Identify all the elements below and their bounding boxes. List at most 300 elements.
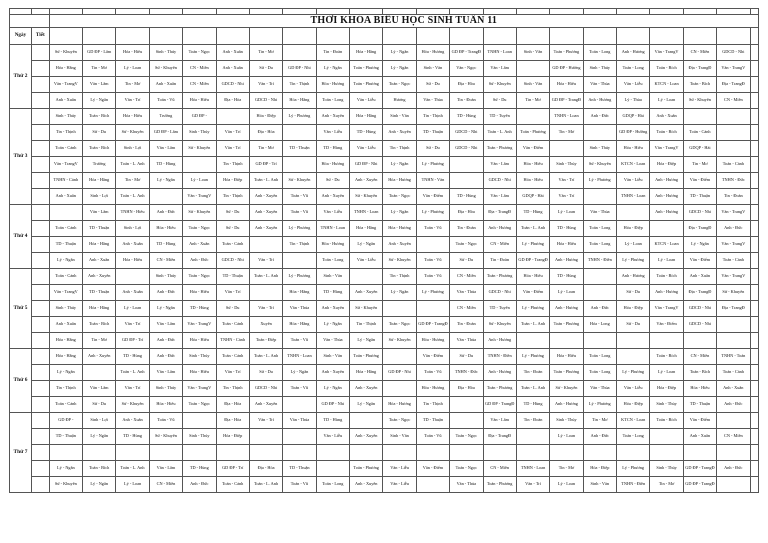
lesson-cell: Lý - Ngân <box>383 45 416 61</box>
lesson-cell: Sử - Du <box>316 173 349 189</box>
lesson-cell: Toán - Vũ <box>416 429 449 445</box>
lesson-cell: Địa - TrangĐ <box>483 429 516 445</box>
lesson-cell <box>750 461 759 477</box>
lesson-cell <box>717 333 750 349</box>
timetable-sheet <box>9 8 759 528</box>
lesson-cell: Tin - Thịnh <box>283 77 316 93</box>
lesson-cell: Văn - TrangV <box>717 269 750 285</box>
lesson-cell: Toán - Long <box>583 237 616 253</box>
lesson-cell <box>750 413 759 429</box>
lesson-cell: Toán - Ngọc <box>183 221 216 237</box>
table-row <box>10 93 759 109</box>
lesson-cell: Tin - Thịnh <box>49 381 82 397</box>
lesson-cell <box>750 365 759 381</box>
lesson-cell: TNHN - Đức <box>717 173 750 189</box>
table-row <box>10 381 759 397</box>
lesson-cell: Anh - Đức <box>183 253 216 269</box>
lesson-cell: Tin - Mơ <box>249 141 282 157</box>
lesson-cell: Toán - L. Anh <box>249 477 282 493</box>
period-cell <box>31 221 49 237</box>
period-cell <box>31 173 49 189</box>
lesson-cell <box>450 413 483 429</box>
lesson-cell: Toán - Ngọc <box>450 429 483 445</box>
lesson-cell <box>750 205 759 221</box>
lesson-cell: Sinh - Thúy <box>149 269 182 285</box>
lesson-cell <box>350 445 383 461</box>
period-cell <box>31 269 49 285</box>
lesson-cell: Địa - Hòa <box>450 77 483 93</box>
lesson-cell <box>149 189 182 205</box>
lesson-cell: Anh - Xuyên <box>316 109 349 125</box>
lesson-cell: Sinh - Lợi <box>116 221 149 237</box>
header-class-cell <box>350 28 383 45</box>
lesson-cell <box>750 221 759 237</box>
lesson-cell: CN - Miền <box>483 237 516 253</box>
lesson-cell: Toán - Ngọc <box>383 413 416 429</box>
lesson-cell: Anh - Xuân <box>49 317 82 333</box>
lesson-cell: Văn - Điểm <box>416 461 449 477</box>
lesson-cell: Hóa - Điệp <box>583 461 616 477</box>
lesson-cell <box>583 333 616 349</box>
lesson-cell <box>116 445 149 461</box>
lesson-cell: GD ĐP - Hường <box>617 125 650 141</box>
lesson-cell <box>416 477 449 493</box>
lesson-cell: Anh - Xuân <box>49 189 82 205</box>
lesson-cell: Văn - Điểm <box>416 349 449 365</box>
lesson-cell: Toán - Điệp <box>249 333 282 349</box>
lesson-cell: Tin - Thịnh <box>383 141 416 157</box>
lesson-cell <box>316 445 349 461</box>
lesson-cell: Văn - Thủa <box>316 333 349 349</box>
lesson-cell: Văn - Lâm <box>149 141 182 157</box>
lesson-cell: Tin - Mơ <box>249 45 282 61</box>
period-cell <box>31 189 49 205</box>
lesson-cell: Tin - Mơ <box>83 333 116 349</box>
header-class-cell <box>116 28 149 45</box>
period-cell <box>31 141 49 157</box>
lesson-cell: Anh - Đức <box>183 477 216 493</box>
table-row <box>10 269 759 285</box>
lesson-cell: Văn - Lâm <box>483 61 516 77</box>
lesson-cell <box>516 61 549 77</box>
lesson-cell: Lý - Loan <box>617 237 650 253</box>
lesson-cell: GDQP - Hải <box>516 189 549 205</box>
header-class-cell <box>717 28 750 45</box>
lesson-cell: Sử - Khuyên <box>116 125 149 141</box>
header-row <box>10 28 759 45</box>
lesson-cell: Văn - Thủa <box>283 413 316 429</box>
lesson-cell: Hóa - Hương <box>416 333 449 349</box>
lesson-cell: Toán - Cảnh <box>717 157 750 173</box>
sheet-title: THỜI KHÓA BIỂU HỌC SINH TUẦN 11 <box>49 15 758 28</box>
lesson-cell: Sử - Khuyên <box>149 429 182 445</box>
lesson-cell: Địa - Hòa <box>216 413 249 429</box>
table-row <box>10 397 759 413</box>
lesson-cell: TD - Thuận <box>83 285 116 301</box>
lesson-cell: Toán - Phương <box>550 365 583 381</box>
lesson-cell: Anh - Xuyên <box>249 221 282 237</box>
lesson-cell: Văn - TrangV <box>49 285 82 301</box>
lesson-cell: CN - Miền <box>683 45 716 61</box>
lesson-cell: Tin - Thịnh <box>216 189 249 205</box>
lesson-cell: Sinh - Thúy <box>583 61 616 77</box>
lesson-cell: Hóa - Long <box>583 317 616 333</box>
lesson-cell: Văn - TrangV <box>717 61 750 77</box>
lesson-cell: Tin - Thịnh <box>383 269 416 285</box>
lesson-cell: Lý - Ngân <box>316 381 349 397</box>
lesson-cell <box>116 269 149 285</box>
header-period: Tiết <box>31 28 49 45</box>
lesson-cell: Lý - Loan <box>116 301 149 317</box>
lesson-cell: TNHN - Đức <box>450 365 483 381</box>
lesson-cell: Lý - Ngân <box>350 333 383 349</box>
lesson-cell: Toán - Vũ <box>416 221 449 237</box>
lesson-cell <box>283 157 316 173</box>
lesson-cell: TD - Hùng <box>149 157 182 173</box>
lesson-cell: GDCD - Nhi <box>683 301 716 317</box>
lesson-cell: Hóa - Hiếu <box>516 157 549 173</box>
lesson-cell: Toán - L. Anh <box>249 269 282 285</box>
lesson-cell: Anh - Xuyên <box>316 365 349 381</box>
lesson-cell: Anh - Xuân <box>149 77 182 93</box>
lesson-cell: Xuyên <box>249 317 282 333</box>
lesson-cell: Toán - Bích <box>683 77 716 93</box>
lesson-cell: Anh - Xuân <box>183 237 216 253</box>
lesson-cell: Địa - Hòa <box>249 125 282 141</box>
lesson-cell: Toán - Cảnh <box>49 269 82 285</box>
lesson-cell: GDCD - Nhi <box>216 253 249 269</box>
lesson-cell <box>149 445 182 461</box>
day-label: Thứ 2 <box>10 45 32 109</box>
lesson-cell: Toán - Bích <box>83 317 116 333</box>
lesson-cell: TD - Thuận <box>216 269 249 285</box>
lesson-cell <box>683 109 716 125</box>
lesson-cell: Văn - Điểm <box>683 253 716 269</box>
lesson-cell: Văn - Liễu <box>617 173 650 189</box>
lesson-cell: TNHN - Điền <box>583 253 616 269</box>
lesson-cell <box>750 269 759 285</box>
lesson-cell: CN - Miền <box>450 301 483 317</box>
lesson-cell: Văn - TrangV <box>49 157 82 173</box>
lesson-cell: TNHN - Điền <box>617 477 650 493</box>
lesson-cell: Toán - Long <box>583 45 616 61</box>
lesson-cell: Toán - L. Anh <box>249 173 282 189</box>
lesson-cell <box>583 269 616 285</box>
lesson-cell: Anh - Xuân <box>49 93 82 109</box>
lesson-cell: Hóa - Hương <box>316 157 349 173</box>
lesson-cell: Toán - Bích <box>650 269 683 285</box>
header-class-cell <box>516 28 549 45</box>
lesson-cell: Tin - Đoàn <box>450 317 483 333</box>
lesson-cell <box>750 77 759 93</box>
lesson-cell <box>550 141 583 157</box>
lesson-cell: Toán - Cảnh <box>216 349 249 365</box>
lesson-cell: Sinh - Thúy <box>183 429 216 445</box>
lesson-cell: Sinh - Thúy <box>49 109 82 125</box>
lesson-cell: Sử - Khuyên <box>483 77 516 93</box>
table-row <box>10 221 759 237</box>
lesson-cell: Toán - Vũ <box>149 413 182 429</box>
lesson-cell: Sử - Du <box>249 61 282 77</box>
lesson-cell: Sử - Khuyên <box>350 189 383 205</box>
lesson-cell: Hóa - Hương <box>383 221 416 237</box>
period-cell <box>31 445 49 461</box>
lesson-cell <box>183 445 216 461</box>
header-class-cell <box>450 28 483 45</box>
lesson-cell: Sinh - Thúy <box>583 141 616 157</box>
lesson-cell <box>617 349 650 365</box>
lesson-cell: Văn - Trí <box>116 317 149 333</box>
lesson-cell: Văn - Trí <box>216 125 249 141</box>
lesson-cell <box>416 301 449 317</box>
lesson-cell: Hóa - Điệp <box>216 173 249 189</box>
lesson-cell: Văn - Điểm <box>516 285 549 301</box>
lesson-cell: Văn - TrangV <box>650 45 683 61</box>
lesson-cell: TD - Thuận <box>83 221 116 237</box>
lesson-cell: Lý - Phương <box>416 157 449 173</box>
lesson-cell: Hóa - Hương <box>316 77 349 93</box>
lesson-cell: Văn - Liễu <box>316 429 349 445</box>
table-row <box>10 45 759 61</box>
lesson-cell: Toán - Vũ <box>416 269 449 285</box>
lesson-cell: Hóa - Hằng <box>49 349 82 365</box>
lesson-cell: Lý - Phương <box>283 221 316 237</box>
lesson-cell: Anh - Xuân <box>683 269 716 285</box>
lesson-cell: Anh - Xuyên <box>350 173 383 189</box>
lesson-cell: TD - Hùng <box>316 285 349 301</box>
lesson-cell <box>216 109 249 125</box>
lesson-cell: Sử - Khuyên <box>717 285 750 301</box>
lesson-cell: Toán - Bích <box>83 109 116 125</box>
lesson-cell: GD ĐP - TrangĐ <box>516 253 549 269</box>
lesson-cell <box>750 125 759 141</box>
lesson-cell: Anh - Hương <box>483 365 516 381</box>
lesson-cell: TD - Hùng <box>550 221 583 237</box>
lesson-cell: Tin - Mơ <box>116 77 149 93</box>
lesson-cell: Tin - Mơ <box>683 157 716 173</box>
lesson-cell: Lý - Phương <box>617 253 650 269</box>
lesson-cell: Tin - Đoàn <box>450 221 483 237</box>
lesson-cell: Văn - Trí <box>116 93 149 109</box>
lesson-cell: Văn - Lâm <box>149 365 182 381</box>
lesson-cell <box>750 301 759 317</box>
lesson-cell: KTCN - Loan <box>617 413 650 429</box>
lesson-cell: GD ĐP - Trí <box>216 461 249 477</box>
lesson-cell <box>216 445 249 461</box>
lesson-cell: Văn - Điểm <box>683 413 716 429</box>
lesson-cell <box>717 413 750 429</box>
lesson-cell: Toán - L. Anh <box>516 381 549 397</box>
lesson-cell <box>450 445 483 461</box>
lesson-cell: Văn - Lâm <box>483 413 516 429</box>
lesson-cell <box>750 285 759 301</box>
lesson-cell: Văn - Liễu <box>383 477 416 493</box>
lesson-cell <box>583 125 616 141</box>
lesson-cell: Lý - Loan <box>116 477 149 493</box>
lesson-cell: Địa - TrangĐ <box>717 77 750 93</box>
lesson-cell: CN - Miền <box>717 93 750 109</box>
lesson-cell: Văn - Lâm <box>83 381 116 397</box>
period-cell <box>31 45 49 61</box>
table-row <box>10 109 759 125</box>
lesson-cell: GDCD - Nhi <box>450 141 483 157</box>
lesson-cell: Hóa - Điệp <box>216 429 249 445</box>
lesson-cell <box>516 109 549 125</box>
lesson-cell: Hóa - Hiếu <box>550 349 583 365</box>
lesson-cell <box>650 333 683 349</box>
table-row <box>10 285 759 301</box>
lesson-cell: Văn - Lâm <box>149 461 182 477</box>
lesson-cell: CN - Miền <box>450 269 483 285</box>
lesson-cell: GD ĐP - TrangĐ <box>450 45 483 61</box>
lesson-cell: Tin - Mơ <box>550 461 583 477</box>
lesson-cell: Lý - Ngân <box>49 461 82 477</box>
period-cell <box>31 61 49 77</box>
lesson-cell: Anh - Hương <box>483 333 516 349</box>
lesson-cell: Hóa - Hương <box>416 45 449 61</box>
lesson-cell: Toán - Phương <box>483 269 516 285</box>
lesson-cell: TD - Thuận <box>49 237 82 253</box>
lesson-cell: Sử - Khuyên <box>116 397 149 413</box>
lesson-cell <box>450 397 483 413</box>
lesson-cell: Văn - Điểm <box>650 317 683 333</box>
lesson-cell: Toán - Bích <box>683 365 716 381</box>
table-row <box>10 477 759 493</box>
lesson-cell: Sử - Khuyên <box>550 381 583 397</box>
lesson-cell: Sử - Du <box>249 365 282 381</box>
lesson-cell: TD - Thuận <box>283 141 316 157</box>
lesson-cell <box>717 445 750 461</box>
lesson-cell: Toán - L. Anh <box>116 365 149 381</box>
lesson-cell: Lý - Phương <box>617 365 650 381</box>
lesson-cell: Lý - Phương <box>416 285 449 301</box>
lesson-cell: Lý - Thủa <box>617 93 650 109</box>
lesson-cell: Toán - Long <box>583 221 616 237</box>
lesson-cell: Văn - Trí <box>249 77 282 93</box>
lesson-cell: Văn - Thủa <box>450 285 483 301</box>
lesson-cell: Lý - Ngân <box>350 237 383 253</box>
lesson-cell: GDQP - Hải <box>683 141 716 157</box>
lesson-cell: Anh - Xuyên <box>249 189 282 205</box>
lesson-cell <box>683 445 716 461</box>
lesson-cell: Văn - Thủa <box>450 477 483 493</box>
header-class-cell <box>316 28 349 45</box>
lesson-cell: Lý - Phương <box>416 205 449 221</box>
lesson-cell: Anh - Xuân <box>216 61 249 77</box>
lesson-cell: Sử - Khuyên <box>350 301 383 317</box>
lesson-cell: Hóa - Hương <box>316 237 349 253</box>
lesson-cell: Toán - Cảnh <box>216 237 249 253</box>
lesson-cell: TD - Thuận <box>416 125 449 141</box>
lesson-cell: Hóa - Hằng <box>350 45 383 61</box>
lesson-cell: GDCD - Nhi <box>717 45 750 61</box>
lesson-cell: Anh - Đức <box>717 397 750 413</box>
lesson-cell: Anh - Xuân <box>717 381 750 397</box>
lesson-cell: GDCD - Nhi <box>683 205 716 221</box>
lesson-cell: Anh - Hương <box>617 45 650 61</box>
lesson-cell: GD ĐP - Lâm <box>83 45 116 61</box>
lesson-cell: GD ĐP - <box>183 109 216 125</box>
period-cell <box>31 397 49 413</box>
lesson-cell <box>383 381 416 397</box>
lesson-cell: Văn - Liễu <box>617 77 650 93</box>
lesson-cell <box>183 157 216 173</box>
lesson-cell: Toán - Phương <box>350 461 383 477</box>
lesson-cell: Toán - L. Anh <box>516 317 549 333</box>
lesson-cell: Lý - Loan <box>650 93 683 109</box>
lesson-cell: Hóa - Hằng <box>283 285 316 301</box>
header-class-cell <box>216 28 249 45</box>
lesson-cell: TNHN - Toán <box>717 349 750 365</box>
lesson-cell: CN - Miền <box>149 477 182 493</box>
lesson-cell: Văn - Liễu <box>617 381 650 397</box>
lesson-cell <box>750 253 759 269</box>
lesson-cell: Tin - Đoàn <box>717 189 750 205</box>
lesson-cell: Lý - Ngân <box>383 61 416 77</box>
table-row <box>10 157 759 173</box>
lesson-cell: Toán - Ngọc <box>383 317 416 333</box>
lesson-cell: Văn - Thủa <box>583 77 616 93</box>
lesson-cell: Toán - Phương <box>350 77 383 93</box>
lesson-cell: Tin - Thịnh <box>216 381 249 397</box>
lesson-cell: GD ĐP - Lâm <box>149 125 182 141</box>
table-row <box>10 77 759 93</box>
lesson-cell: Lý - Ngân <box>350 397 383 413</box>
lesson-cell: GDCD - Nhi <box>450 125 483 141</box>
lesson-cell: GD ĐP - Trí <box>249 157 282 173</box>
lesson-cell: Tin - Mơ <box>516 93 549 109</box>
lesson-cell: TNHN - Loan <box>483 45 516 61</box>
header-day: Ngày <box>10 28 32 45</box>
lesson-cell <box>350 269 383 285</box>
table-row <box>10 141 759 157</box>
header-class-cell <box>249 28 282 45</box>
lesson-cell: Sinh - Vân <box>516 45 549 61</box>
lesson-cell: Toán - Phương <box>483 381 516 397</box>
lesson-cell: Hóa - Hiếu <box>183 365 216 381</box>
lesson-cell <box>416 237 449 253</box>
table-row <box>10 125 759 141</box>
lesson-cell <box>717 317 750 333</box>
period-cell <box>31 125 49 141</box>
lesson-cell: Anh - Xuyên <box>83 349 116 365</box>
lesson-cell: Anh - Hương <box>583 93 616 109</box>
table-row <box>10 301 759 317</box>
lesson-cell: Tin - Đoàn <box>516 413 549 429</box>
lesson-cell: Lý - Ngân <box>49 253 82 269</box>
lesson-cell <box>49 205 82 221</box>
lesson-cell <box>750 317 759 333</box>
lesson-cell: CN - Miền <box>183 77 216 93</box>
lesson-cell: GD ĐP - TrangĐ <box>683 461 716 477</box>
lesson-cell: TD - Hùng <box>183 461 216 477</box>
lesson-cell: Anh - Xuyên <box>249 205 282 221</box>
lesson-cell: Địa - TrangĐ <box>483 205 516 221</box>
lesson-cell <box>650 445 683 461</box>
lesson-cell: Sử - Du <box>216 221 249 237</box>
lesson-cell: GDCD - Nhi <box>249 381 282 397</box>
lesson-cell: Toán - Long <box>583 365 616 381</box>
lesson-cell: Văn - Ngọc <box>450 61 483 77</box>
lesson-cell <box>750 157 759 173</box>
lesson-cell: Sử - Du <box>617 317 650 333</box>
lesson-cell: Văn - Trí <box>550 189 583 205</box>
lesson-cell: Tin - Thịnh <box>216 157 249 173</box>
lesson-cell: Văn - Liễu <box>350 253 383 269</box>
lesson-cell: Hóa - Hương <box>383 173 416 189</box>
lesson-cell: Lý - Phương <box>283 109 316 125</box>
lesson-cell: KTCN - Loan <box>617 157 650 173</box>
